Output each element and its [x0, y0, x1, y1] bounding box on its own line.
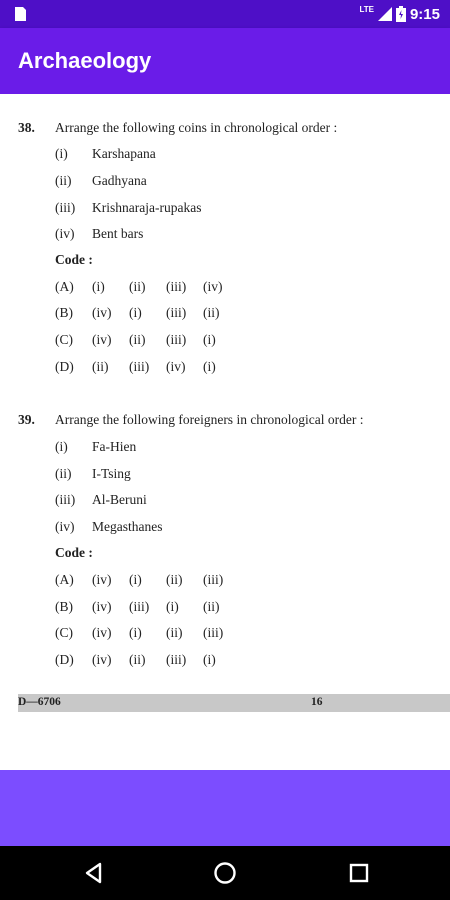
code-letter: (B)	[55, 599, 73, 614]
code-cell: (iv)	[92, 305, 112, 320]
option-roman: (ii)	[55, 173, 72, 188]
back-icon[interactable]	[81, 860, 107, 886]
code-cell: (i)	[129, 572, 142, 587]
option-text: Fa-Hien	[92, 439, 137, 454]
option-roman: (i)	[55, 146, 68, 161]
code-row	[55, 625, 240, 641]
option-text: Krishnaraja-rupakas	[92, 200, 202, 215]
navigation-bar	[0, 846, 450, 900]
code-row	[55, 599, 240, 615]
code-cell: (iii)	[166, 652, 187, 667]
option-item	[55, 146, 156, 162]
option-item	[55, 492, 147, 508]
app-title: Archaeology	[18, 48, 152, 73]
option-roman: (iii)	[55, 200, 76, 215]
question-number: 39.	[18, 412, 35, 427]
option-text: Gadhyana	[92, 173, 147, 188]
network-type-label: LTE	[359, 4, 374, 14]
code-cell: (i)	[203, 332, 216, 347]
code-cell: (i)	[129, 305, 142, 320]
option-roman: (i)	[55, 439, 68, 454]
document-page[interactable]	[0, 94, 450, 770]
code-letter: (C)	[55, 625, 73, 640]
option-item	[55, 200, 201, 216]
option-text: Karshapana	[92, 146, 156, 161]
option-roman: (iv)	[55, 519, 75, 534]
code-cell: (ii)	[129, 332, 146, 347]
page-number: 16	[311, 696, 323, 708]
option-roman: (iii)	[55, 492, 76, 507]
code-label: Code :	[55, 252, 93, 267]
battery-icon	[396, 6, 406, 22]
sd-card-icon	[12, 6, 28, 22]
option-text: I-Tsing	[92, 466, 131, 481]
option-item	[55, 173, 147, 189]
status-bar	[0, 0, 450, 28]
recents-icon[interactable]	[346, 860, 372, 886]
code-cell: (i)	[92, 279, 105, 294]
app-bar	[0, 28, 450, 94]
question-text: Arrange the following coins in chronological order :	[55, 120, 338, 135]
code-cell: (iv)	[92, 625, 112, 640]
code-letter: (D)	[55, 652, 74, 667]
code-cell: (iii)	[129, 599, 150, 614]
question-text: Arrange the following foreigners in chronological order :	[55, 412, 364, 427]
code-cell: (iii)	[166, 332, 187, 347]
code-cell: (ii)	[129, 279, 146, 294]
code-cell: (iv)	[166, 359, 186, 374]
option-roman: (iv)	[55, 226, 75, 241]
code-cell: (ii)	[203, 599, 220, 614]
code-row	[55, 572, 240, 588]
code-cell: (iv)	[203, 279, 223, 294]
page-footer	[18, 694, 450, 712]
code-letter: (C)	[55, 332, 73, 347]
option-text: Megasthanes	[92, 519, 163, 534]
code-letter: (A)	[55, 279, 74, 294]
code-row	[55, 359, 240, 375]
code-cell: (iii)	[166, 279, 187, 294]
code-cell: (i)	[203, 652, 216, 667]
option-item	[55, 439, 136, 455]
code-row	[55, 279, 240, 295]
signal-icon	[378, 7, 392, 21]
code-cell: (iii)	[203, 572, 224, 587]
code-cell: (iv)	[92, 332, 112, 347]
code-cell: (iv)	[92, 572, 112, 587]
option-item	[55, 519, 162, 535]
code-cell: (ii)	[92, 359, 109, 374]
code-cell: (iii)	[129, 359, 150, 374]
code-cell: (i)	[203, 359, 216, 374]
code-cell: (iv)	[92, 599, 112, 614]
code-cell: (ii)	[203, 305, 220, 320]
status-right	[359, 4, 440, 24]
home-icon[interactable]	[212, 860, 238, 886]
question-number: 38.	[18, 120, 35, 135]
code-cell: (i)	[129, 625, 142, 640]
bottom-ad-area	[0, 770, 450, 846]
code-letter: (D)	[55, 359, 74, 374]
code-label: Code :	[55, 545, 93, 560]
clock: 9:15	[409, 5, 440, 23]
code-cell: (ii)	[166, 572, 183, 587]
code-cell: (iii)	[203, 625, 224, 640]
code-letter: (B)	[55, 305, 73, 320]
code-cell: (ii)	[129, 652, 146, 667]
code-row	[55, 332, 240, 348]
code-cell: (iv)	[92, 652, 112, 667]
code-cell: (ii)	[166, 625, 183, 640]
code-cell: (i)	[166, 599, 179, 614]
code-row	[55, 652, 240, 668]
code-letter: (A)	[55, 572, 74, 587]
booklet-code: D—6706	[18, 696, 61, 708]
option-roman: (ii)	[55, 466, 72, 481]
option-item	[55, 226, 143, 242]
option-text: Bent bars	[92, 226, 144, 241]
code-row	[55, 305, 240, 321]
option-text: Al-Beruni	[92, 492, 147, 507]
option-item	[55, 466, 131, 482]
code-cell: (iii)	[166, 305, 187, 320]
